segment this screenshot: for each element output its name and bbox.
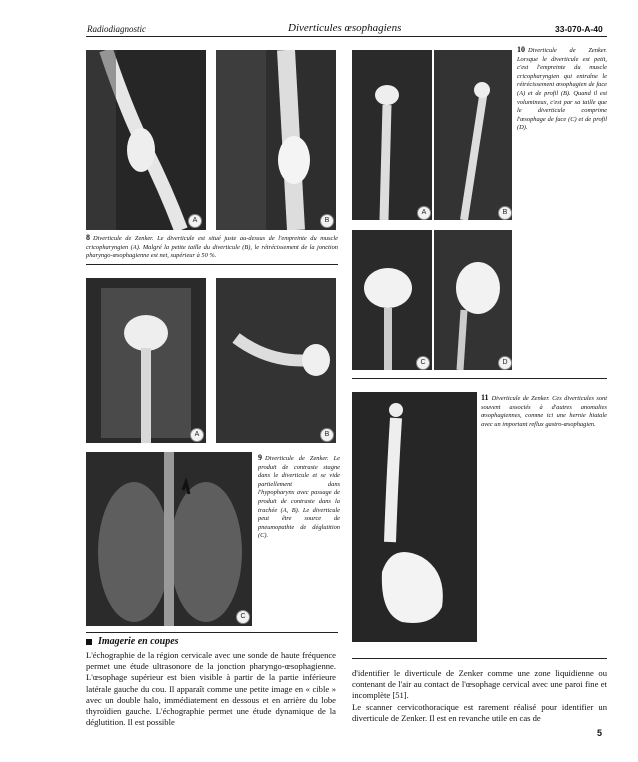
header-rule (86, 36, 607, 37)
fig8-label-b: B (320, 214, 334, 228)
fig10-caption-text: Diverticule de Zenker. Lorsque le diverticule est petit, c'est l'empreinte du muscle cricopharyngien qui entraîne le rétrécissement œsophagien de face (A) et de profil (B). Quand il est volumineux, c'est par sa taille que le diverticule comprime l'œsophage de face (C) et de profil (D). (517, 47, 607, 132)
fig10-label-d: D (498, 356, 512, 370)
fig8-caption (86, 234, 338, 261)
header-right: 33-070-A-40 (555, 24, 603, 34)
fig9-label-c: C (236, 610, 250, 624)
fig9-caption-text: Diverticule de Zenker. Le produit de contraste stagne dans le diverticule et se vide partiellement dans l'hypopharynx avec passage de produit de contraste dans la trachée (A, B). Le diverticule peut être source de pneumopathie de déglutition (C). (258, 455, 340, 540)
fig10-image-a (352, 50, 432, 220)
fig9-number: 9 (258, 453, 262, 462)
section-title: Imagerie en coupes (98, 636, 179, 647)
fig11-caption-text: Diverticule de Zenker. Ces diverticules sont souvent associés à d'autres anomalies œsophagiennes, comme ici une hernie hiatale avec un important reflux gastro-œsophagien. (481, 395, 607, 428)
body-text-right-p2: Le scanner cervicothoracique est rarement réalisé pour identifier un diverticule de Zenker. Il est en revanche utile en cas de (352, 702, 607, 724)
fig9-image-a (86, 278, 206, 443)
fig9-image-b (216, 278, 336, 443)
fig11-number: 11 (481, 393, 489, 402)
body-text-right-p1: d'identifier le diverticule de Zenker comme une zone liquidienne ou contenant de l'air au contact de l'œsophage cervical avec une paroi fine et incomplète [51]. (352, 668, 607, 701)
fig8-rule (86, 264, 338, 265)
bullet-square-icon (86, 639, 92, 645)
fig10-image-d (434, 230, 512, 370)
fig8-image-a (86, 50, 206, 230)
fig8-caption-text: Diverticule de Zenker. Le diverticule est situé juste au-dessus de l'empreinte du muscle cricopharyngien (A). Malgré la petite taille du diverticule (B), le rétrécissement de la jonction pharyngo-œsophagienne est net, supérieur à 50 %. (86, 235, 338, 260)
section-heading (86, 636, 179, 647)
fig10-label-b: B (498, 206, 512, 220)
fig9-label-b: B (320, 428, 334, 442)
fig8-image-b (216, 50, 336, 230)
fig8-label-a: A (188, 214, 202, 228)
fig10-label-a: A (417, 206, 431, 220)
fig8-number: 8 (86, 233, 90, 242)
fig9-label-a: A (190, 428, 204, 442)
fig10-rule (352, 378, 607, 379)
header-left: Radiodiagnostic (87, 24, 146, 34)
page-number: 5 (597, 728, 603, 738)
fig9-rule (86, 632, 338, 633)
fig10-label-c: C (416, 356, 430, 370)
fig9-caption (258, 454, 340, 541)
fig10-number: 10 (517, 45, 525, 54)
fig11-image (352, 392, 477, 642)
fig9-image-c (86, 452, 252, 626)
header-center: Diverticules œsophagiens (288, 22, 402, 34)
fig10-image-b (434, 50, 512, 220)
body-text-left: L'échographie de la région cervicale avec une sonde de haute fréquence permet une étude ultrasonore de la jonction pharyngo-œsophagienne. L'œsophage supérieur est bien visible à partir de la partie inférieure latérale gauche du cou. Il apparaît comme une petite image en « cible » avec un double halo, immédiatement en dessous et en arrière du lobe thyroïdien gauche. L'échographie permet une étude dynamique de la déglutition. Il est possible (86, 650, 336, 728)
fig10-image-c (352, 230, 432, 370)
fig11-caption (481, 394, 607, 429)
fig11-rule (352, 658, 607, 659)
fig10-caption (517, 46, 607, 133)
